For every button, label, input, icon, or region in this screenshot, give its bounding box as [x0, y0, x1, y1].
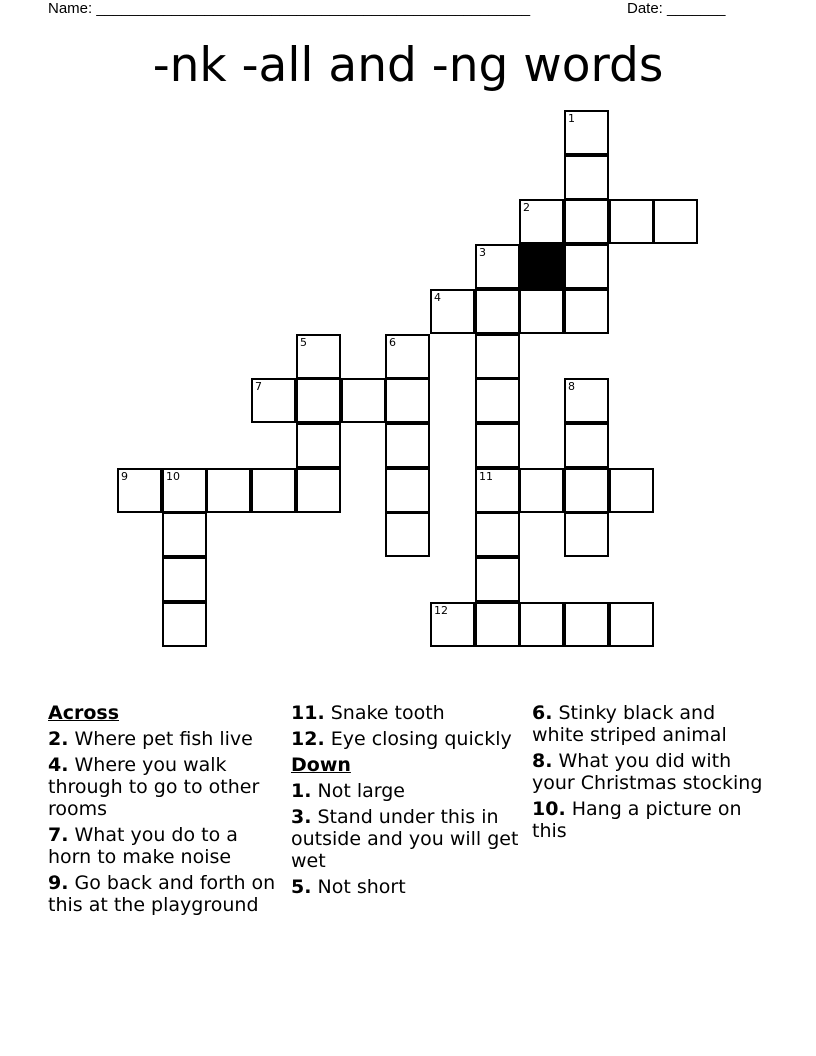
crossword-cell[interactable]	[564, 602, 609, 647]
crossword-cell[interactable]	[475, 334, 520, 379]
crossword-cell[interactable]	[385, 468, 430, 513]
crossword-cell[interactable]	[430, 602, 475, 647]
crossword-cell[interactable]	[296, 334, 341, 379]
crossword-cell[interactable]	[385, 378, 430, 423]
clue-number: 8.	[532, 750, 553, 772]
clue-number: 12.	[291, 728, 325, 750]
crossword-cell[interactable]	[475, 289, 520, 334]
clue-column-2	[291, 702, 523, 902]
clue-down-10	[532, 798, 764, 842]
crossword-cell[interactable]	[385, 512, 430, 557]
clue-across-9	[48, 872, 280, 916]
clue-across-4	[48, 754, 280, 820]
crossword-cell[interactable]	[475, 602, 520, 647]
crossword-cell[interactable]	[251, 468, 296, 513]
clue-number: 1.	[291, 780, 312, 802]
clue-column-1	[48, 702, 280, 920]
clue-number: 3.	[291, 806, 312, 828]
clue-number: 7.	[48, 824, 69, 846]
crossword-cell[interactable]	[519, 199, 564, 244]
crossword-cell[interactable]	[564, 244, 609, 289]
clue-text: Stinky black and white striped animal	[532, 702, 727, 746]
clue-text: Where you walk through to go to other rooms	[48, 754, 260, 820]
clue-text: Not large	[317, 780, 405, 802]
crossword-cell[interactable]	[519, 468, 564, 513]
crossword-cell[interactable]	[162, 468, 207, 513]
crossword-cell[interactable]	[117, 468, 162, 513]
clue-text: Snake tooth	[330, 702, 445, 724]
crossword-cell[interactable]	[564, 468, 609, 513]
clue-column-3	[532, 702, 764, 846]
crossword-cell[interactable]	[475, 244, 520, 289]
clue-text: Hang a picture on this	[532, 798, 742, 842]
clue-number-label: 11	[479, 470, 493, 483]
down-heading: Down	[291, 754, 351, 776]
clue-number-label: 1	[568, 112, 575, 125]
page-title: -nk -all and -ng words	[152, 38, 664, 93]
clue-text: What you did with your Christmas stocking	[532, 750, 763, 794]
date-line: Date: _______	[627, 0, 726, 17]
clue-down-3	[291, 806, 523, 872]
crossword-cell[interactable]	[341, 378, 386, 423]
clue-across-7	[48, 824, 280, 868]
name-line: Name: ____________________________________________________	[48, 0, 531, 17]
crossword-cell[interactable]	[609, 199, 654, 244]
crossword-cell[interactable]	[162, 512, 207, 557]
clue-text: What you do to a horn to make noise	[48, 824, 238, 868]
crossword-cell[interactable]	[519, 602, 564, 647]
clue-number: 2.	[48, 728, 69, 750]
crossword-cell[interactable]	[162, 557, 207, 602]
clue-number: 5.	[291, 876, 312, 898]
clue-text: Eye closing quickly	[330, 728, 512, 750]
crossword-block	[519, 244, 564, 289]
clue-number-label: 12	[434, 604, 448, 617]
clue-text: Stand under this in outside and you will get wet	[291, 806, 519, 872]
crossword-cell[interactable]	[296, 423, 341, 468]
crossword-cell[interactable]	[475, 557, 520, 602]
clue-number-label: 6	[389, 336, 396, 349]
clue-number: 10.	[532, 798, 566, 820]
clue-down-6	[532, 702, 764, 746]
crossword-cell[interactable]	[385, 334, 430, 379]
clue-number-label: 8	[568, 380, 575, 393]
crossword-cell[interactable]	[475, 423, 520, 468]
clue-across-12	[291, 728, 523, 750]
crossword-cell[interactable]	[564, 512, 609, 557]
clue-number: 11.	[291, 702, 325, 724]
crossword-cell[interactable]	[609, 602, 654, 647]
crossword-cell[interactable]	[296, 468, 341, 513]
clue-number-label: 9	[121, 470, 128, 483]
crossword-cell[interactable]	[162, 602, 207, 647]
clue-number-label: 4	[434, 291, 441, 304]
clue-number: 9.	[48, 872, 69, 894]
crossword-cell[interactable]	[430, 289, 475, 334]
crossword-cell[interactable]	[519, 289, 564, 334]
clue-number-label: 5	[300, 336, 307, 349]
clue-down-8	[532, 750, 764, 794]
crossword-cell[interactable]	[564, 110, 609, 155]
clue-number-label: 3	[479, 246, 486, 259]
crossword-cell[interactable]	[653, 199, 698, 244]
clue-down-5	[291, 876, 523, 898]
crossword-cell[interactable]	[385, 423, 430, 468]
crossword-cell[interactable]	[475, 378, 520, 423]
clue-number: 6.	[532, 702, 553, 724]
clue-text: Go back and forth on this at the playground	[48, 872, 276, 916]
crossword-cell[interactable]	[564, 289, 609, 334]
clue-across-2	[48, 728, 280, 750]
crossword-cell[interactable]	[475, 468, 520, 513]
clue-text: Where pet fish live	[74, 728, 253, 750]
clue-across-11	[291, 702, 523, 724]
clue-number-label: 2	[523, 201, 530, 214]
clue-number-label: 10	[166, 470, 180, 483]
crossword-cell[interactable]	[564, 423, 609, 468]
clue-down-1	[291, 780, 523, 802]
crossword-cell[interactable]	[564, 378, 609, 423]
crossword-cell[interactable]	[564, 199, 609, 244]
crossword-cell[interactable]	[564, 155, 609, 200]
across-heading: Across	[48, 702, 120, 724]
crossword-cell[interactable]	[296, 378, 341, 423]
crossword-cell[interactable]	[251, 378, 296, 423]
crossword-cell[interactable]	[609, 468, 654, 513]
clue-number-label: 7	[255, 380, 262, 393]
crossword-cell[interactable]	[475, 512, 520, 557]
clue-number: 4.	[48, 754, 69, 776]
crossword-cell[interactable]	[206, 468, 251, 513]
clue-text: Not short	[317, 876, 406, 898]
